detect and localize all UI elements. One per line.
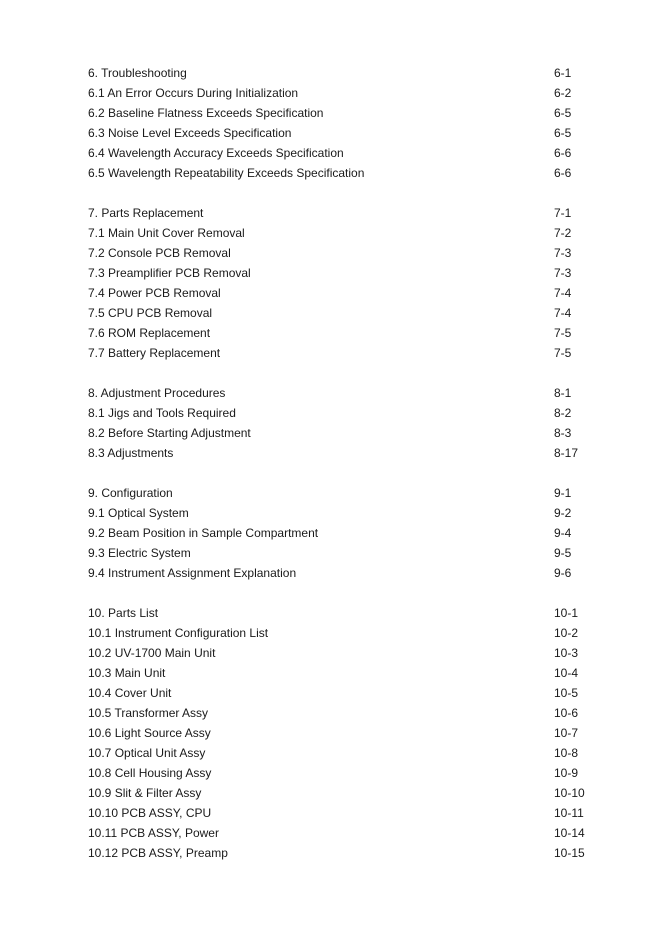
toc-entry [88, 203, 598, 223]
toc-entry-title: 7.4 Power PCB Removal [88, 286, 221, 300]
toc-entry [88, 143, 598, 163]
toc-entry-title: 9.3 Electric System [88, 546, 191, 560]
toc-entry-page: 10-8 [554, 746, 579, 760]
toc-entry [88, 223, 598, 243]
toc-entry [88, 263, 598, 283]
toc-entry-title: 9.1 Optical System [88, 506, 189, 520]
toc-entry-title: 10.2 UV-1700 Main Unit [88, 646, 216, 660]
toc-entry [88, 803, 598, 823]
toc-entry-page: 9-1 [554, 486, 572, 500]
toc-entry [88, 623, 598, 643]
toc-entry-page: 9-2 [554, 506, 572, 520]
toc-entry [88, 123, 598, 143]
toc-entry [88, 683, 598, 703]
toc-entry-page: 10-7 [554, 726, 579, 740]
toc-entry-page: 7-4 [554, 306, 572, 320]
toc-entry-page: 8-2 [554, 406, 572, 420]
toc-entry-page: 9-4 [554, 526, 572, 540]
toc-section-parts-list [88, 603, 598, 863]
toc-entry-title: 9. Configuration [88, 486, 173, 500]
toc-entry-title: 7.5 CPU PCB Removal [88, 306, 213, 320]
toc-entry-page: 7-3 [554, 246, 572, 260]
toc-entry [88, 603, 598, 623]
toc-entry-page: 10-11 [554, 806, 584, 820]
toc-entry-page: 9-6 [554, 566, 572, 580]
toc-entry-title: 6.4 Wavelength Accuracy Exceeds Specification [88, 146, 344, 160]
toc-entry-page: 10-14 [554, 826, 585, 840]
toc-entry [88, 383, 598, 403]
toc-entry-page: 10-3 [554, 646, 579, 660]
toc-entry-title: 7.7 Battery Replacement [88, 346, 221, 360]
toc-entry-title: 10.12 PCB ASSY, Preamp [88, 846, 228, 860]
toc-entry [88, 343, 598, 363]
toc-entry-title: 6.2 Baseline Flatness Exceeds Specification [88, 106, 324, 120]
toc-entry [88, 663, 598, 683]
toc-entry [88, 303, 598, 323]
toc-entry-page: 6-6 [554, 146, 572, 160]
toc-entry-title: 9.4 Instrument Assignment Explanation [88, 566, 297, 580]
toc-section-adjustment-procedures [88, 383, 598, 463]
toc-section-configuration [88, 483, 598, 583]
toc-entry-title: 10.9 Slit & Filter Assy [88, 786, 202, 800]
toc-entry-title: 6.3 Noise Level Exceeds Specification [88, 126, 292, 140]
toc-entry [88, 63, 598, 83]
toc-entry [88, 83, 598, 103]
toc-entry-title: 10.11 PCB ASSY, Power [88, 826, 219, 840]
toc-entry-page: 7-5 [554, 326, 572, 340]
toc-entry [88, 323, 598, 343]
toc-entry-page: 8-17 [554, 446, 579, 460]
toc-entry-page: 7-3 [554, 266, 572, 280]
toc-entry-page: 9-5 [554, 546, 572, 560]
toc-entry [88, 543, 598, 563]
toc-entry-title: 7. Parts Replacement [88, 206, 204, 220]
toc-section-parts-replacement [88, 203, 598, 363]
toc-entry-page: 10-10 [554, 786, 585, 800]
toc-entry-title: 7.3 Preamplifier PCB Removal [88, 266, 251, 280]
toc-entry-page: 10-15 [554, 846, 585, 860]
toc-entry-page: 7-1 [554, 206, 572, 220]
toc-entry-page: 10-1 [554, 606, 579, 620]
toc-entry-title: 10.1 Instrument Configuration List [88, 626, 269, 640]
toc-entry [88, 243, 598, 263]
toc-entry-page: 7-4 [554, 286, 572, 300]
toc-entry [88, 483, 598, 503]
toc-entry-title: 10.4 Cover Unit [88, 686, 172, 700]
toc-entry-page: 10-2 [554, 626, 579, 640]
toc-entry-page: 8-3 [554, 426, 572, 440]
toc-entry [88, 523, 598, 543]
toc-entry-title: 10.10 PCB ASSY, CPU [88, 806, 212, 820]
toc-entry-title: 6.1 An Error Occurs During Initialization [88, 86, 299, 100]
table-of-contents [88, 63, 598, 863]
toc-entry-page: 10-5 [554, 686, 579, 700]
toc-entry-page: 7-2 [554, 226, 572, 240]
toc-entry-title: 8.3 Adjustments [88, 446, 174, 460]
toc-entry [88, 643, 598, 663]
toc-entry-page: 6-1 [554, 66, 572, 80]
toc-entry [88, 763, 598, 783]
toc-entry-title: 10.8 Cell Housing Assy [88, 766, 212, 780]
toc-entry [88, 403, 598, 423]
toc-entry-page: 6-6 [554, 166, 572, 180]
toc-entry [88, 723, 598, 743]
toc-entry [88, 743, 598, 763]
toc-entry-page: 6-5 [554, 126, 572, 140]
toc-entry-title: 6.5 Wavelength Repeatability Exceeds Specification [88, 166, 365, 180]
toc-entry-title: 7.1 Main Unit Cover Removal [88, 226, 245, 240]
toc-entry-title: 10. Parts List [88, 606, 159, 620]
toc-entry-page: 6-2 [554, 86, 572, 100]
toc-entry-page: 7-5 [554, 346, 572, 360]
toc-entry-page: 8-1 [554, 386, 572, 400]
toc-entry [88, 283, 598, 303]
toc-entry [88, 843, 598, 863]
toc-entry [88, 103, 598, 123]
toc-entry-title: 9.2 Beam Position in Sample Compartment [88, 526, 319, 540]
toc-entry [88, 703, 598, 723]
toc-entry-title: 8.1 Jigs and Tools Required [88, 406, 236, 420]
toc-entry-title: 8.2 Before Starting Adjustment [88, 426, 251, 440]
toc-entry-page: 10-4 [554, 666, 579, 680]
toc-entry [88, 783, 598, 803]
toc-entry [88, 563, 598, 583]
toc-entry-page: 6-5 [554, 106, 572, 120]
toc-entry-title: 10.7 Optical Unit Assy [88, 746, 206, 760]
toc-entry-title: 6. Troubleshooting [88, 66, 187, 80]
toc-entry [88, 163, 598, 183]
toc-entry-title: 7.2 Console PCB Removal [88, 246, 231, 260]
toc-entry [88, 423, 598, 443]
toc-entry-title: 7.6 ROM Replacement [88, 326, 211, 340]
toc-entry-title: 10.3 Main Unit [88, 666, 166, 680]
toc-entry [88, 443, 598, 463]
toc-entry-title: 10.5 Transformer Assy [88, 706, 209, 720]
toc-section-troubleshooting [88, 63, 598, 183]
toc-entry-page: 10-9 [554, 766, 579, 780]
toc-entry-title: 8. Adjustment Procedures [88, 386, 226, 400]
toc-entry-title: 10.6 Light Source Assy [88, 726, 211, 740]
toc-entry [88, 823, 598, 843]
toc-entry-page: 10-6 [554, 706, 579, 720]
toc-entry [88, 503, 598, 523]
